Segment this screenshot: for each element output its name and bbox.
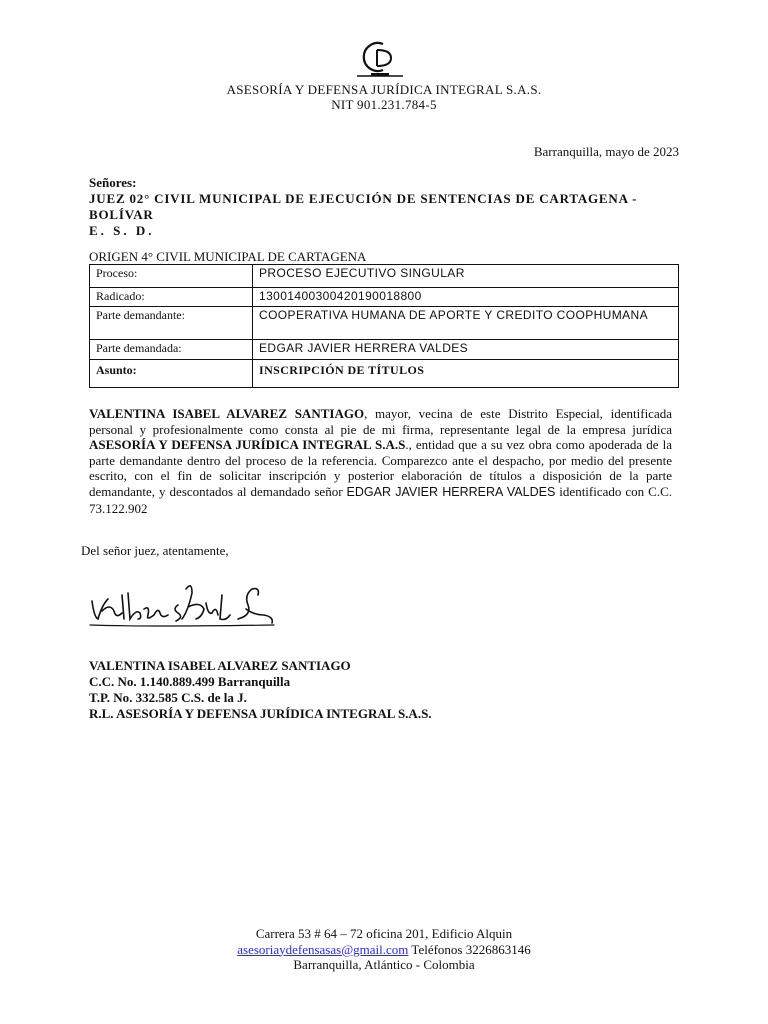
firm-nit: NIT 901.231.784-5 [331,97,437,112]
signer-cc: C.C. No. 1.140.889.499 Barranquilla [89,674,291,689]
row-label: Proceso: [90,265,253,288]
table-row [90,265,679,288]
date-line: Barranquilla, mayo de 2023 [533,144,679,159]
row-value: EDGAR JAVIER HERRERA VALDES [253,340,679,360]
row-value: PROCESO EJECUTIVO SINGULAR [253,265,679,288]
body-part3: identificado con C.C. 73.122.902 [89,483,672,516]
body-name: VALENTINA ISABEL ALVAREZ SANTIAGO [89,406,365,421]
table-row [90,340,679,360]
email-link[interactable]: asesoriaydefensasas@gmail.com [237,941,409,957]
table-row [90,307,679,340]
firm-logo-icon [355,36,405,82]
row-label: Asunto: [90,360,253,388]
row-label: Parte demandante: [90,307,253,340]
addressee-block [89,175,679,239]
body-part1: , mayor, vecina de este Distrito Especial, identificada personal y profesionalmente como consta al pie de mi firma, representante legal de la empresa jurídica [89,406,672,437]
signer-tp: T.P. No. 332.585 C.S. de la J. [89,690,247,705]
table-row [90,288,679,307]
origen-line: ORIGEN 4° CIVIL MUNICIPAL DE CARTAGENA [89,249,367,264]
closing-line: Del señor juez, atentamente, [81,543,229,558]
signer-rl: R.L. ASESORÍA Y DEFENSA JURÍDICA INTEGRAL S.A.S. [89,706,432,721]
footer-phone: Teléfonos 3226863146 [408,941,531,957]
reference-table [89,264,679,388]
footer [0,926,768,973]
table-row [90,360,679,388]
footer-city: Barranquilla, Atlántico - Colombia [293,957,475,972]
esd-line: E. S. D. [89,223,155,238]
handwritten-signature [88,575,278,635]
footer-address: Carrera 53 # 64 – 72 oficina 201, Edificio Alquin [255,926,513,941]
row-value: INSCRIPCIÓN DE TÍTULOS [253,360,679,388]
row-value: COOPERATIVA HUMANA DE APORTE Y CREDITO COOPHUMANA [253,307,679,340]
row-value: 13001400300420190018800 [253,288,679,307]
footer-contact [0,942,768,958]
judge-name: JUEZ 02° CIVIL MUNICIPAL DE EJECUCIÓN DE SENTENCIAS DE CARTAGENA - BOLÍVAR [89,191,638,222]
body-part2: ., entidad que a su vez obra como apoderada de la parte demandante dentro del proceso de la referencia. Comparezco ante el despacho, por medio del presente escrito, con el fin de solicitar inscripción y posterior elaboración de títulos a disposición de la parte demandante, y descontados al demandado señor [89,437,673,499]
salutation: Señores: [89,175,137,190]
body-debtor: EDGAR JAVIER HERRERA VALDES [346,484,556,499]
signer-block [89,658,432,722]
signer-name: VALENTINA ISABEL ALVAREZ SANTIAGO [89,658,351,673]
body-paragraph [89,406,672,516]
row-label: Parte demandada: [90,340,253,360]
body-firm: ASESORÍA Y DEFENSA JURÍDICA INTEGRAL S.A.S [89,437,406,453]
row-label: Radicado: [90,288,253,307]
firm-name: ASESORÍA Y DEFENSA JURÍDICA INTEGRAL S.A.S. [226,82,542,97]
